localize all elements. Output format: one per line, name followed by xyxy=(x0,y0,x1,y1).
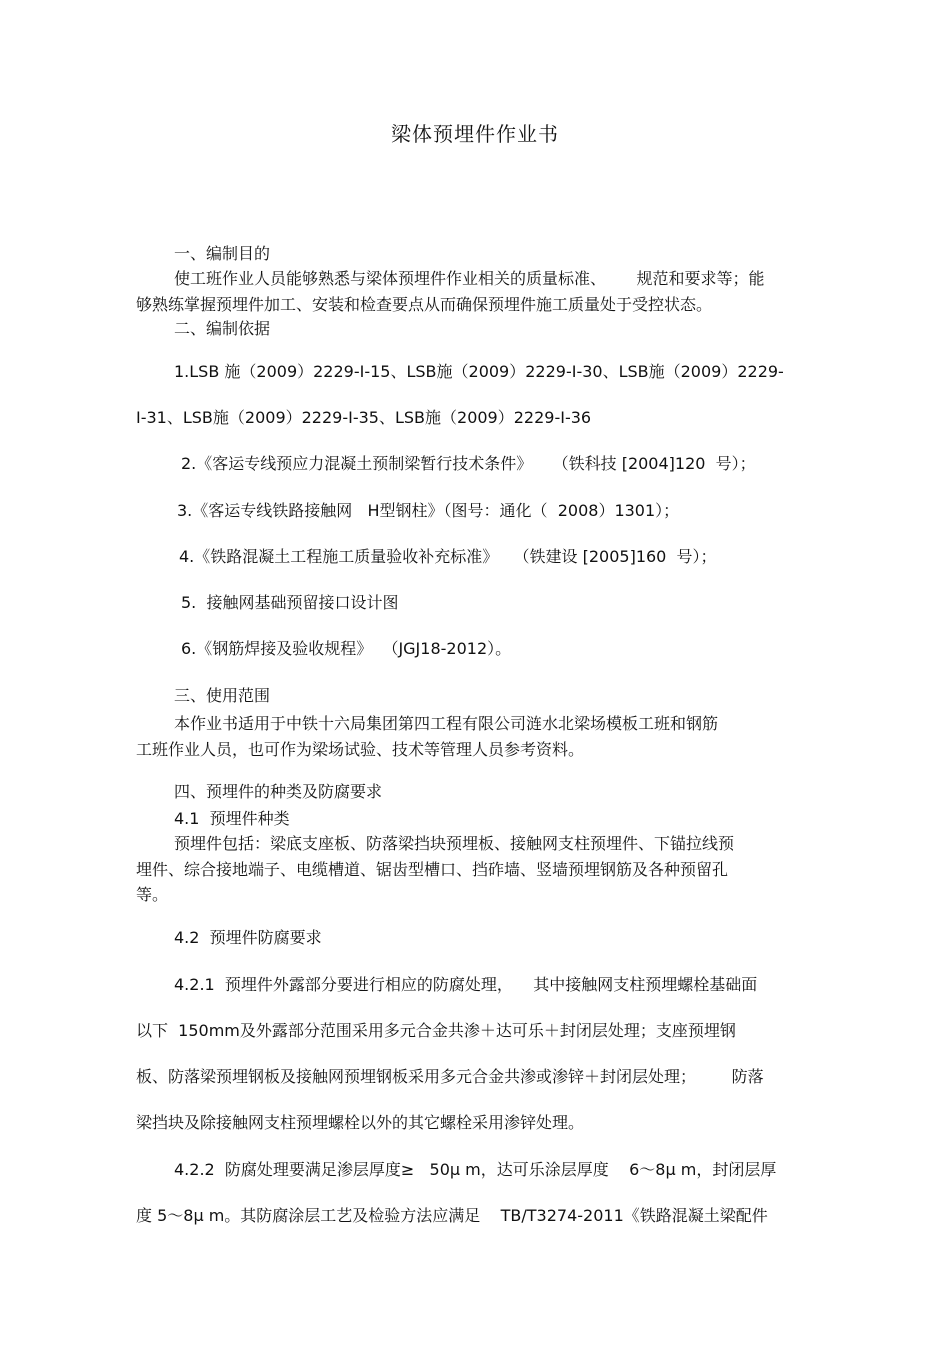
paragraph-line: 板、防落梁预埋钢板及接触网预埋钢板采用多元合金共渗或渗锌＋封闭层处理； 防落 xyxy=(136,1067,764,1086)
reference-item: 5. 接触网基础预留接口设计图 xyxy=(181,593,399,612)
section-heading: 二、编制依据 xyxy=(174,319,271,338)
section-heading: 三、使用范围 xyxy=(174,686,271,705)
reference-item: 4.《铁路混凝土工程施工质量验收补充标准》 （铁建设 [2005]160 号）； xyxy=(179,547,717,566)
paragraph-line: 本作业书适用于中铁十六局集团第四工程有限公司涟水北梁场模板工班和钢筋 xyxy=(174,714,719,733)
paragraph-line: 预埋件包括：梁底支座板、防落梁挡块预埋板、接触网支柱预埋件、下锚拉线预 xyxy=(174,834,735,853)
subsection-heading: 4.2 预埋件防腐要求 xyxy=(174,928,322,947)
reference-item: Ⅰ-31、LSB施（2009）2229-Ⅰ-35、LSB施（2009）2229-Ⅰ-36 xyxy=(136,408,592,427)
paragraph-line: 4.2.2 防腐处理要满足渗层厚度≥ 50μ m，达可乐涂层厚度 6～8μ m，封闭层厚 xyxy=(174,1160,777,1179)
reference-item: 6.《钢筋焊接及验收规程》 （JGJ18-2012）。 xyxy=(181,639,512,658)
section-heading: 一、编制目的 xyxy=(174,244,271,263)
paragraph-line: 等。 xyxy=(136,885,169,904)
reference-item: 3.《客运专线铁路接触网 H型钢柱》（图号：通化（ 2008）1301）； xyxy=(177,501,680,520)
reference-item: 1.LSB 施（2009）2229-Ⅰ-15、LSB施（2009）2229-Ⅰ-30、LSB施（2009）2229- xyxy=(174,362,784,381)
paragraph-line: 梁挡块及除接触网支柱预埋螺栓以外的其它螺栓采用渗锌处理。 xyxy=(136,1113,585,1132)
reference-item: 2.《客运专线预应力混凝土预制梁暂行技术条件》 （铁科技 [2004]120 号）； xyxy=(181,454,756,473)
paragraph-line: 使工班作业人员能够熟悉与梁体预埋件作业相关的质量标准、 规范和要求等；能 xyxy=(174,269,765,288)
paragraph-line: 以下 150mm及外露部分范围采用多元合金共渗＋达可乐＋封闭层处理；支座预埋钢 xyxy=(136,1021,736,1040)
paragraph-line: 度 5～8μ m。其防腐涂层工艺及检验方法应满足 TB/T3274-2011《铁路混凝土梁配件 xyxy=(136,1206,768,1225)
subsection-heading: 4.1 预埋件种类 xyxy=(174,809,290,828)
paragraph-line: 4.2.1 预埋件外露部分要进行相应的防腐处理， 其中接触网支柱预埋螺栓基础面 xyxy=(174,975,758,994)
paragraph-line: 工班作业人员，也可作为梁场试验、技术等管理人员参考资料。 xyxy=(136,740,585,759)
paragraph-line: 够熟练掌握预埋件加工、安装和检查要点从而确保预埋件施工质量处于受控状态。 xyxy=(136,295,713,314)
section-heading: 四、预埋件的种类及防腐要求 xyxy=(174,782,383,801)
document-title: 梁体预埋件作业书 xyxy=(391,122,559,146)
paragraph-line: 埋件、综合接地端子、电缆槽道、锯齿型槽口、挡砟墙、竖墙预埋钢筋及各种预留孔 xyxy=(136,860,729,879)
